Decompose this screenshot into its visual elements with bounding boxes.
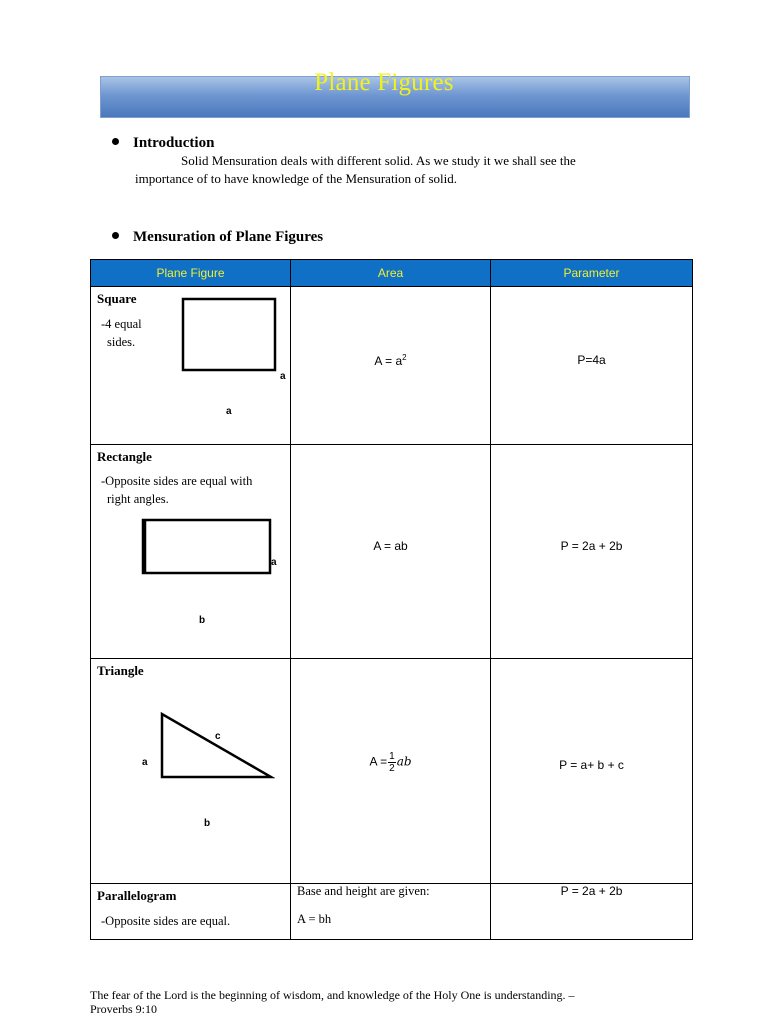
section-heading-text: Mensuration of Plane Figures [133, 229, 324, 245]
header-area: Area [291, 260, 491, 287]
footer-quote [90, 988, 690, 1016]
section-heading [112, 229, 323, 246]
introduction-paragraph [135, 152, 655, 188]
table-header-row [91, 260, 693, 287]
square-area-exponent: 2 [402, 353, 407, 362]
table-row-square [91, 287, 693, 445]
triangle-perimeter: P = a+ b + c [559, 758, 624, 772]
parallelogram-area-note: Base and height are given: [297, 884, 430, 898]
bullet-icon [112, 138, 119, 145]
triangle-name: Triangle [97, 663, 144, 678]
table-row-rectangle [91, 445, 693, 659]
triangle-area-fraction [388, 751, 396, 774]
square-desc-line2: sides. [107, 335, 136, 349]
rectangle-desc-line2: right angles. [107, 492, 169, 506]
footer-line-1: The fear of the Lord is the beginning of wisdom, and knowledge of the Holy One is understanding. – [90, 988, 575, 1002]
introduction-line-1: Solid Mensuration deals with different solid. As we study it we shall see the [181, 153, 576, 168]
introduction-heading [112, 135, 214, 152]
introduction-line-2: importance of to have knowledge of the Mensuration of solid. [135, 171, 458, 186]
triangle-area-suffix: ab [396, 754, 412, 769]
fraction-numerator: 1 [389, 751, 395, 762]
triangle-area [291, 751, 490, 774]
triangle-label-b: b [204, 818, 211, 829]
square-label-bottom: a [226, 406, 232, 417]
triangle-area-prefix: A = [369, 754, 388, 769]
rectangle-perimeter: P = 2a + 2b [560, 539, 623, 553]
square-perimeter: P=4a [577, 353, 606, 367]
parallelogram-area: A = bh [297, 912, 332, 926]
square-desc-line1: -4 equal [101, 317, 142, 331]
bullet-icon [112, 232, 119, 239]
footer-line-2: Proverbs 9:10 [90, 1002, 157, 1016]
triangle-figure [159, 711, 275, 781]
rectangle-area: A = ab [373, 539, 408, 553]
rectangle-name: Rectangle [97, 449, 152, 464]
header-parameter: Parameter [491, 260, 693, 287]
rectangle-desc-line1: -Opposite sides are equal with [101, 474, 253, 488]
page-title: Plane Figures [314, 69, 454, 96]
parallelogram-name: Parallelogram [97, 888, 177, 903]
square-name: Square [97, 291, 137, 306]
square-figure [181, 297, 277, 373]
introduction-heading-text: Introduction [133, 135, 215, 151]
parallelogram-desc: -Opposite sides are equal. [101, 914, 231, 928]
parallelogram-perimeter: P = 2a + 2b [560, 884, 623, 898]
rectangle-figure [141, 518, 273, 576]
fraction-denominator: 2 [389, 763, 395, 774]
square-area-base: A = a [374, 354, 403, 368]
rectangle-label-bottom: b [199, 615, 206, 626]
square-area [291, 353, 490, 368]
header-plane-figure: Plane Figure [91, 260, 291, 287]
triangle-label-a: a [142, 757, 148, 768]
plane-figures-table [90, 259, 693, 940]
square-label-side: a [280, 371, 286, 382]
triangle-label-c: c [215, 731, 221, 742]
rectangle-label-side: a [271, 557, 277, 568]
table-row-triangle [91, 659, 693, 884]
table-row-parallelogram [91, 884, 693, 940]
